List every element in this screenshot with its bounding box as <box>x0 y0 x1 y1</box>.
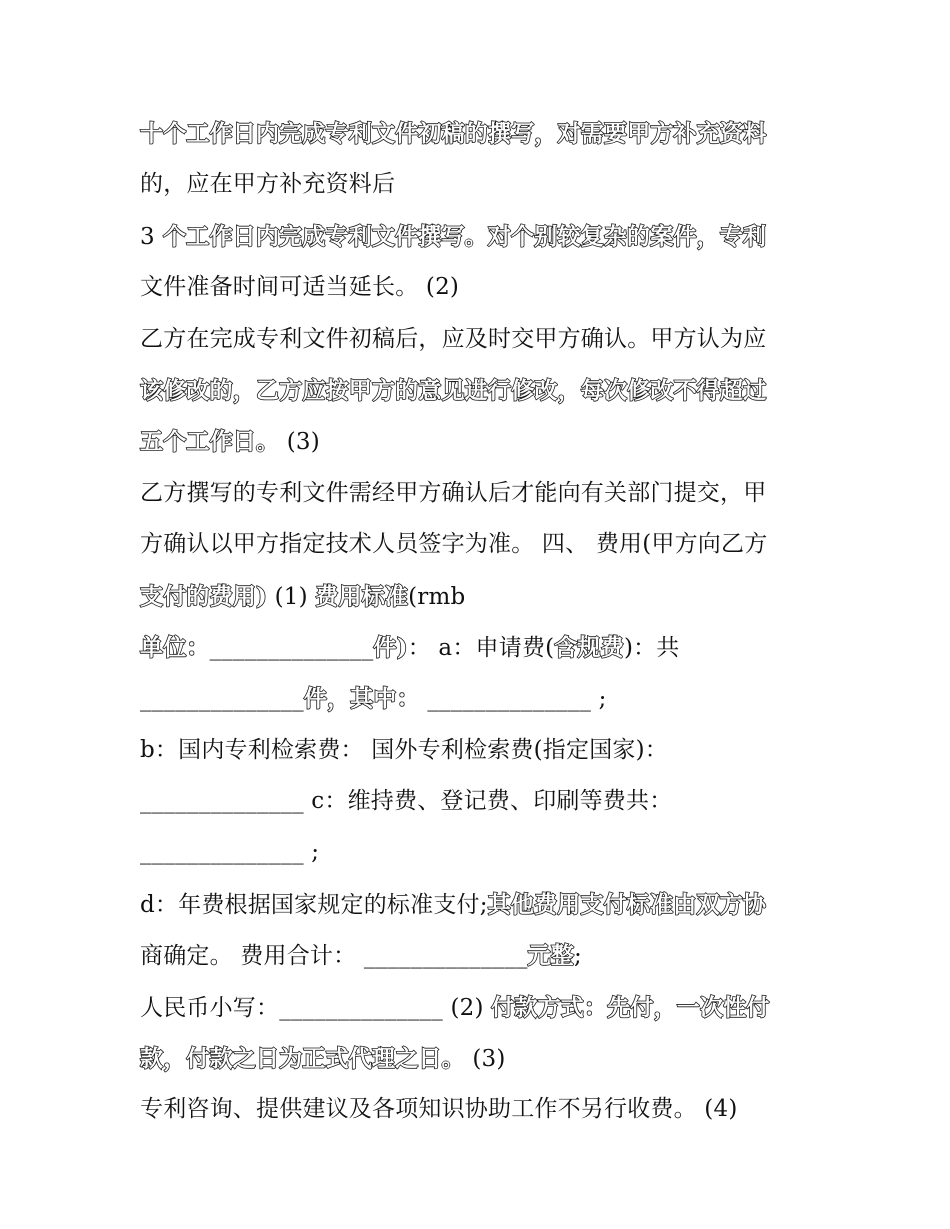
text-segment: ______________ c：维持费、登记费、印刷等费共： <box>140 788 673 815</box>
text-segment: (3) <box>279 429 320 456</box>
text-segment: 乙方撰写的专利文件需经甲方确认后才能向有关部门提交，甲 <box>140 479 767 506</box>
text-segment: ______________ <box>140 686 304 713</box>
text-segment: 支付的费用) <box>140 582 268 610</box>
text-segment: 专利咨询、提供建议及各项知识协助工作不另行收费。 (4) <box>140 1096 738 1123</box>
text-segment: 款，付款之日为正式代理之日。 <box>140 1045 465 1073</box>
text-segment: ______________ ; <box>140 839 320 866</box>
text-line <box>140 211 820 262</box>
text-segment: 其他费用支付标准由双方协 <box>487 890 767 918</box>
text-segment: 含规费 <box>554 633 624 661</box>
text-segment: 商确定。 费用合计： ______________ <box>140 943 528 970</box>
text-segment: (1) <box>267 583 316 610</box>
text-line <box>140 314 820 365</box>
text-segment: 单位： <box>140 633 210 661</box>
text-line <box>140 1084 820 1135</box>
text-line <box>140 673 820 724</box>
text-line <box>140 930 820 981</box>
text-segment: 该修改的，乙方应按甲方的意见进行修改，每次修改不得超过 <box>140 376 767 404</box>
text-segment: ： a：申请费( <box>407 634 555 661</box>
text-line <box>140 827 820 878</box>
text-segment: ______________ ; <box>419 686 607 713</box>
text-segment: 个工作日内完成专利文件撰写。对个别较复杂的案件，专利 <box>154 222 767 250</box>
text-line <box>140 622 820 673</box>
text-segment: 件，其中： <box>303 685 420 713</box>
text-segment: 3 <box>140 223 155 250</box>
document-body <box>140 108 820 1136</box>
text-segment: d：年费根据国家规定的标准支付; <box>140 891 488 918</box>
text-line <box>140 108 820 159</box>
text-line <box>140 416 820 467</box>
text-line <box>140 468 820 519</box>
text-line <box>140 262 820 313</box>
text-line <box>140 159 820 210</box>
text-segment: )：共 <box>623 634 680 661</box>
text-line <box>140 571 820 622</box>
text-segment: (rmb <box>408 583 466 610</box>
text-segment: 五个工作日。 <box>140 428 280 456</box>
text-line <box>140 1033 820 1084</box>
text-segment: 件) <box>373 633 408 661</box>
text-segment: 文件准备时间可适当延长。 (2) <box>140 274 460 301</box>
text-line <box>140 365 820 416</box>
text-line <box>140 879 820 930</box>
text-segment: 乙方在完成专利文件初稿后，应及时交甲方确认。甲方认为应 <box>140 325 767 352</box>
text-segment: 的，应在甲方补充资料后 <box>140 171 396 198</box>
text-segment: ; <box>574 943 582 970</box>
text-segment: 十个工作日内完成专利文件初稿的撰写，对需要甲方补充资料 <box>140 120 767 147</box>
text-line <box>140 725 820 776</box>
text-segment: 元整 <box>527 942 575 970</box>
text-segment: (3) <box>464 1046 506 1073</box>
text-segment: 费用标准 <box>315 582 409 610</box>
text-segment: 付款方式：先付，一次性付 <box>491 993 770 1021</box>
text-segment: 人民币小写：______________ (2) <box>140 994 492 1021</box>
text-line <box>140 982 820 1033</box>
text-segment: 方确认以甲方指定技术人员签字为准。 四、 费用(甲方向乙方 <box>140 531 768 558</box>
text-segment: ______________ <box>209 634 374 661</box>
text-line <box>140 776 820 827</box>
text-line <box>140 519 820 570</box>
text-segment: b：国内专利检索费： 国外专利检索费(指定国家)： <box>140 736 668 763</box>
